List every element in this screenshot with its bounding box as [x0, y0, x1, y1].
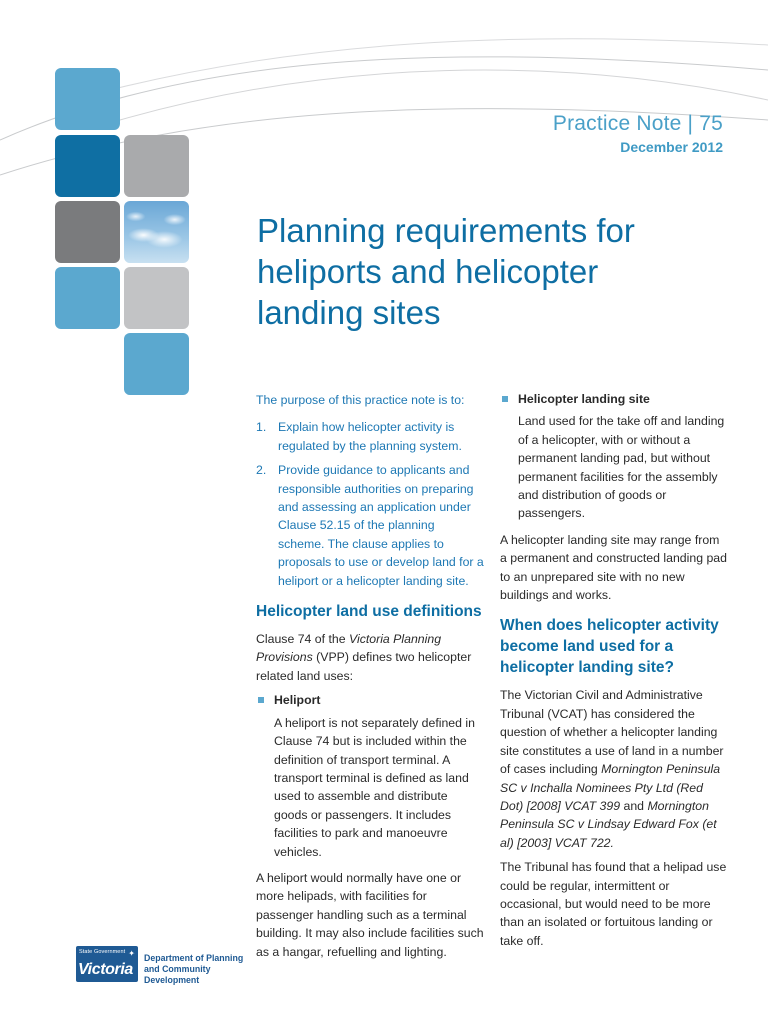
victoria-logo: [76, 946, 138, 982]
landing-site-heading-text: Helicopter landing site: [518, 392, 650, 406]
tile-light-blue: [55, 68, 120, 130]
landing-site-note: A helicopter landing site may range from a permanent and constructed landing pad to an unprepared site with no new buildings and works.: [500, 532, 727, 603]
section-heading-when: When does helicopter activity become land used for a helicopter landing site?: [500, 617, 719, 677]
department-line-2: and Community Development: [144, 964, 211, 985]
landing-site-heading: [500, 390, 728, 408]
vcat-body: [500, 686, 728, 950]
purpose-item: [256, 461, 484, 590]
tile-dark-grey: [55, 201, 120, 263]
purpose-item: [256, 418, 484, 455]
right-column: [500, 390, 728, 956]
heliport-heading: [256, 691, 484, 709]
vcat-case-1: Mornington Peninsula SC v Inchalla Nominees Pty Ltd (Red Dot) [2008] VCAT 399: [500, 762, 721, 813]
vcat-paragraph: [500, 686, 728, 852]
purpose-item-number: 2.: [256, 463, 267, 478]
bullet-square-icon: [502, 396, 508, 402]
definitions-intro: [256, 630, 484, 685]
heliport-definition: A heliport is not separately defined in Clause 74 but is included within the definition of transport terminal. A transport terminal is defined as land used to assemble and distribute goods or passengers. It includes facilities to park and manoeuvre vehicles.: [274, 715, 475, 859]
section-heading-definitions: Helicopter land use definitions: [256, 603, 482, 621]
landing-site-body: [500, 531, 728, 605]
practice-note-header: [553, 112, 723, 155]
heliport-note: A heliport would normally have one or more helipads, with facilities for passenger handling such as a terminal building. It may also include facilities such as a hangar, refuelling and lighting.: [256, 870, 484, 959]
footer-logo: [76, 946, 266, 988]
tile-light-blue: [55, 267, 120, 329]
purpose-item-number: 1.: [256, 420, 267, 435]
heliport-heading-text: Heliport: [274, 693, 321, 708]
purpose-list: [256, 418, 484, 590]
vpp-title: Victoria Planning Provisions: [256, 632, 442, 665]
tile-dark-blue: [55, 135, 120, 197]
star-icon: ✦: [128, 949, 135, 958]
vcat-mid: and: [620, 798, 648, 813]
definitions-intro-pre: Clause 74 of the: [256, 632, 349, 647]
definitions-intro-post: (VPP) defines two helicopter related land uses:: [256, 650, 472, 683]
left-column: [256, 391, 484, 967]
purpose-item-text: Provide guidance to applicants and responsible authorities on preparing and assessing an application under Clause 52.15 of the planning scheme. The clause applies to proposals to use or develop land for a heliport or a helicopter landing site.: [278, 463, 484, 588]
tile-light-blue: [124, 333, 189, 395]
purpose-intro-text: The purpose of this practice note is to:: [256, 393, 465, 407]
practice-note-number: Practice Note | 75: [552, 112, 723, 135]
bullet-square-icon: [258, 697, 264, 703]
logo-victoria-text: Victoria: [78, 961, 133, 978]
definitions-body: [256, 630, 484, 961]
tile-light-grey: [124, 267, 189, 329]
logo-government-text: State Government: [79, 949, 126, 955]
landing-site-definition: Land used for the take off and landing of a helicopter, with or without a permanent landing pad, but without permanent facilities for the assembly and distribution of goods or passengers.: [518, 414, 725, 521]
document-title: Planning requirements for heliports and helicopter landing sites: [257, 212, 635, 331]
department-name: [144, 953, 266, 986]
tile-grey: [124, 135, 189, 197]
department-line-1: Department of Planning: [144, 953, 244, 963]
vcat-pre: The Victorian Civil and Administrative Tribunal (VCAT) has considered the question of whether a helicopter landing site constitutes a use of land in a number of cases including: [500, 688, 724, 777]
purpose-intro: [256, 391, 484, 409]
tile-sky-image: [124, 201, 189, 263]
vcat-case-2: Mornington Peninsula SC v Lindsay Edward Fox (et al) [2003] VCAT 722.: [500, 798, 717, 850]
tribunal-paragraph: The Tribunal has found that a helipad use could be regular, intermittent or occasional, but would need to be more than an isolated or fortuitous landing or take off.: [500, 860, 727, 948]
publication-date: December 2012: [620, 139, 723, 155]
purpose-item-text: Explain how helicopter activity is regulated by the planning system.: [278, 420, 462, 453]
